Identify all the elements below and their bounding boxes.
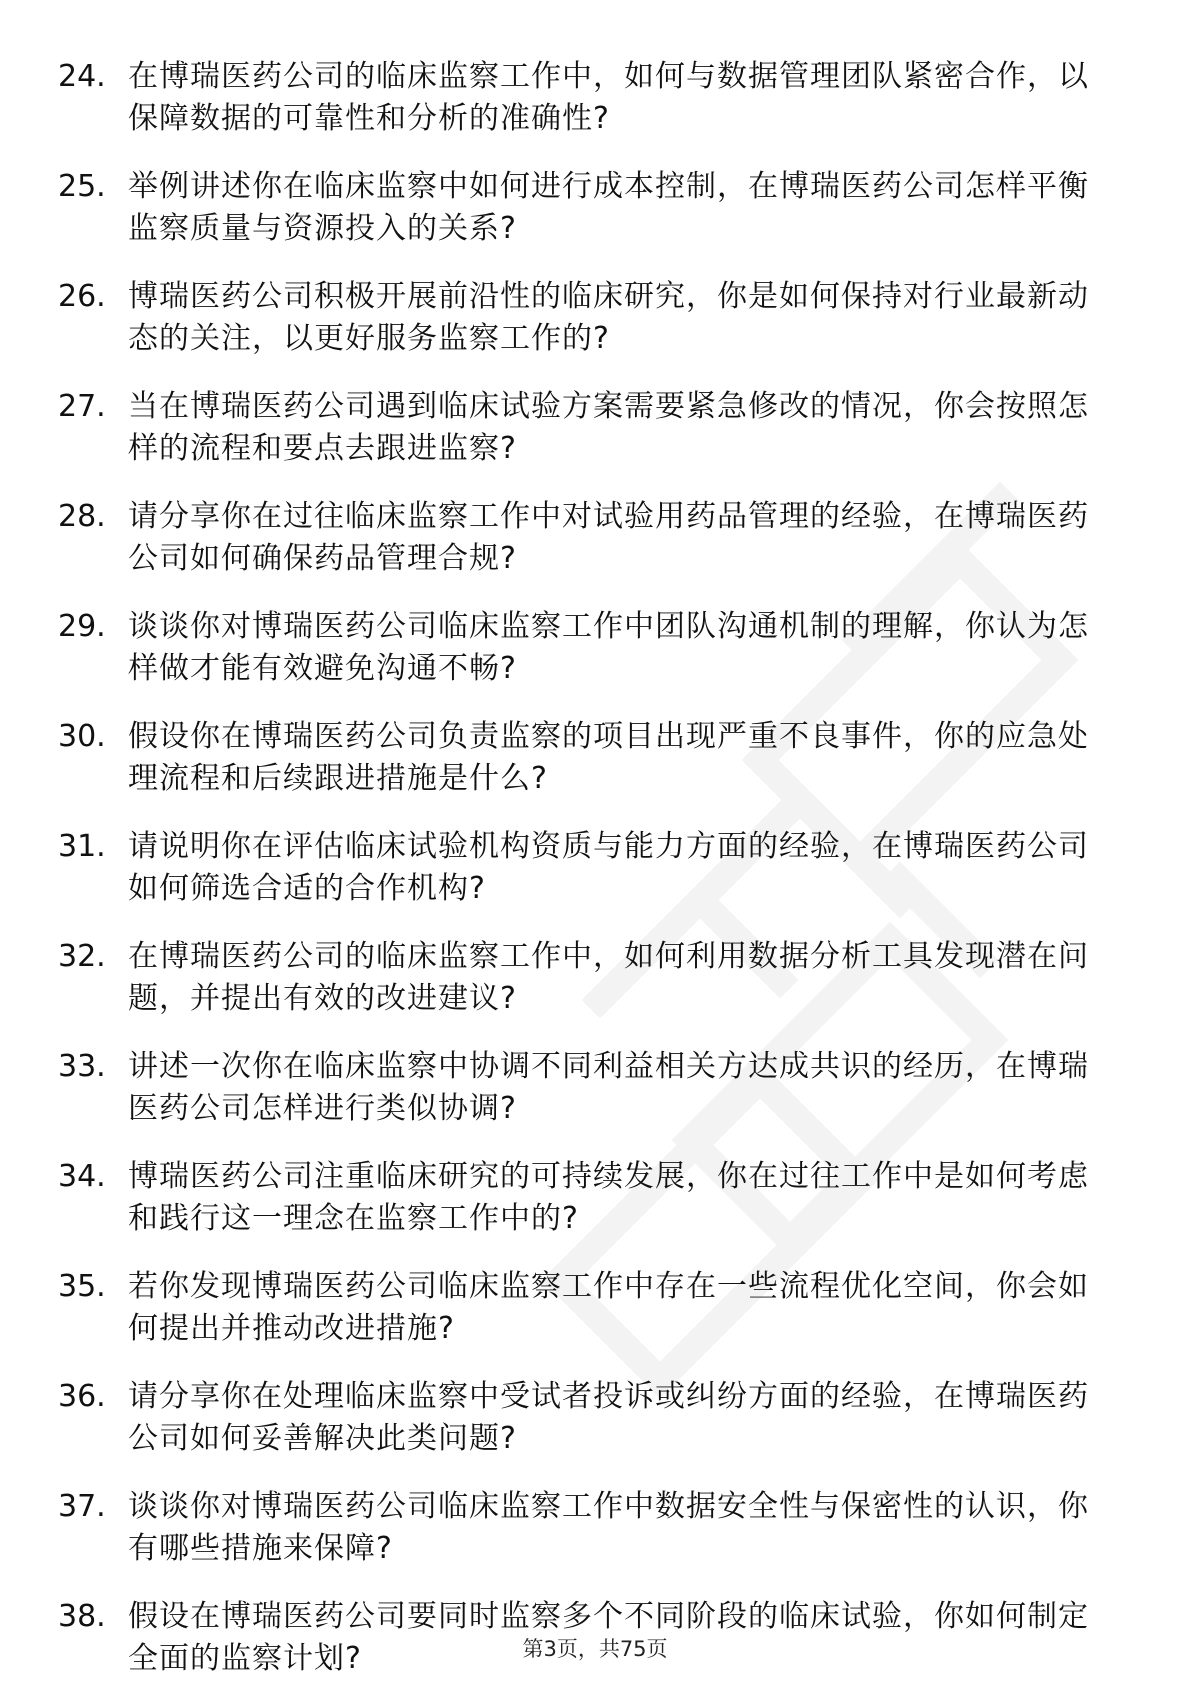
question-text: 博瑞医药公司注重临床研究的可持续发展，你在过往工作中是如何考虑和践行这一理念在监察工作中的? <box>128 1159 1089 1236</box>
question-number: 36. <box>58 1379 106 1414</box>
list-item <box>0 1376 1190 1460</box>
list-item <box>0 496 1190 580</box>
question-number: 31. <box>58 829 106 864</box>
list-item <box>0 56 1190 140</box>
question-number: 37. <box>58 1489 106 1524</box>
question-text: 博瑞医药公司积极开展前沿性的临床研究，你是如何保持对行业最新动态的关注，以更好服务监察工作的? <box>128 279 1089 356</box>
question-text: 举例讲述你在临床监察中如何进行成本控制，在博瑞医药公司怎样平衡监察质量与资源投入的关系? <box>128 169 1089 246</box>
question-text: 请说明你在评估临床试验机构资质与能力方面的经验，在博瑞医药公司如何筛选合适的合作机构? <box>128 829 1089 906</box>
question-number: 24. <box>58 59 106 94</box>
question-number: 34. <box>58 1159 106 1194</box>
question-number: 35. <box>58 1269 106 1304</box>
question-text: 讲述一次你在临床监察中协调不同利益相关方达成共识的经历，在博瑞医药公司怎样进行类似协调? <box>128 1049 1089 1126</box>
list-item <box>0 1046 1190 1130</box>
question-text: 当在博瑞医药公司遇到临床试验方案需要紧急修改的情况，你会按照怎样的流程和要点去跟进监察? <box>128 389 1089 466</box>
list-item <box>0 1156 1190 1240</box>
question-list <box>0 56 1190 1680</box>
page-footer <box>0 1635 1190 1663</box>
question-number: 29. <box>58 609 106 644</box>
list-item <box>0 606 1190 690</box>
question-text: 谈谈你对博瑞医药公司临床监察工作中数据安全性与保密性的认识，你有哪些措施来保障? <box>128 1489 1089 1566</box>
question-text: 谈谈你对博瑞医药公司临床监察工作中团队沟通机制的理解，你认为怎样做才能有效避免沟通不畅? <box>128 609 1089 686</box>
list-item <box>0 1266 1190 1350</box>
question-number: 38. <box>58 1599 106 1634</box>
page-number-label: 第3页，共75页 <box>522 1637 668 1661</box>
list-item <box>0 826 1190 910</box>
question-text: 假设在博瑞医药公司要同时监察多个不同阶段的临床试验，你如何制定全面的监察计划? <box>128 1599 1089 1676</box>
question-text: 在博瑞医药公司的临床监察工作中，如何与数据管理团队紧密合作，以保障数据的可靠性和分析的准确性? <box>128 59 1089 136</box>
list-item <box>0 166 1190 250</box>
question-number: 27. <box>58 389 106 424</box>
question-text: 请分享你在过往临床监察工作中对试验用药品管理的经验，在博瑞医药公司如何确保药品管理合规? <box>128 499 1089 576</box>
question-text: 假设你在博瑞医药公司负责监察的项目出现严重不良事件，你的应急处理流程和后续跟进措施是什么? <box>128 719 1089 796</box>
question-number: 32. <box>58 939 106 974</box>
question-text: 在博瑞医药公司的临床监察工作中，如何利用数据分析工具发现潜在问题，并提出有效的改进建议? <box>128 939 1089 1016</box>
question-number: 26. <box>58 279 106 314</box>
question-number: 33. <box>58 1049 106 1084</box>
question-number: 30. <box>58 719 106 754</box>
question-number: 28. <box>58 499 106 534</box>
question-number: 25. <box>58 169 106 204</box>
question-text: 请分享你在处理临床监察中受试者投诉或纠纷方面的经验，在博瑞医药公司如何妥善解决此类问题? <box>128 1379 1089 1456</box>
list-item <box>0 716 1190 800</box>
question-text: 若你发现博瑞医药公司临床监察工作中存在一些流程优化空间，你会如何提出并推动改进措施? <box>128 1269 1089 1346</box>
document-page <box>0 56 1190 1706</box>
list-item <box>0 386 1190 470</box>
list-item <box>0 936 1190 1020</box>
list-item <box>0 276 1190 360</box>
list-item <box>0 1486 1190 1570</box>
